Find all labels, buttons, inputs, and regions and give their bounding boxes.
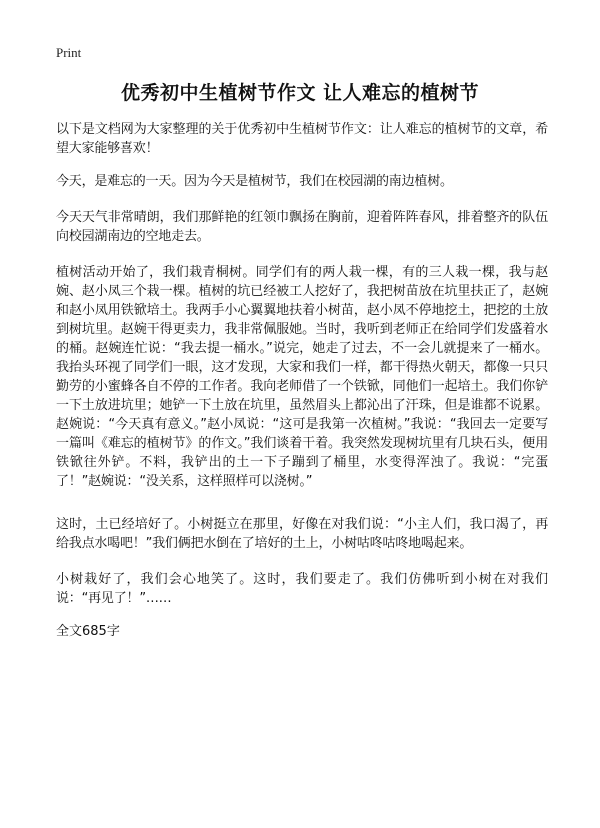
article-title: 优秀初中生植树节作文 让人难忘的植树节 bbox=[120, 82, 480, 104]
paragraph-4: 植树活动开始了，我们栽青桐树。同学们有的两人栽一棵，有的三人栽一棵，我与赵婉、赵小凤三个栽一棵。植树的坑已经被工人挖好了，我把树苗放在坑里扶正了，赵婉和赵小凤用铁锨培土。我两手小心翼翼地扶着小树苗，赵小凤不停地挖土，把挖的土放到树坑里。赵婉干得更卖力，我非常佩服她。当时，我听到老师正在给同学们发盛着水的桶。赵婉连忙说：“我去提一桶水。”说完，她走了过去，不一会儿就提来了一桶水。我抬头环视了同学们一眼，这才发现，大家和我们一样，都干得热火朝天，都像一只只勤劳的小蜜蜂各自不停的工作者。我向老师借了一个铁锨，同他们一起培土。我们你铲一下土放进坑里；她铲一下土放在坑里，虽然眉头上都沁出了汗珠，但是谁都不说累。赵婉说：“今天真有意义。”赵小凤说：“这可是我第一次植树。”我说：“我回去一定要写一篇叫《难忘的植树节》的作文。”我们谈着干着。我突然发现树坑里有几块石头，便用铁锨往外铲。不料，我铲出的土一下子蹦到了桶里，水变得浑浊了。我说：“完蛋了！”赵婉说：“没关系，这样照样可以浇树。” bbox=[56, 265, 548, 489]
paragraph-6: 小树栽好了，我们会心地笑了。这时，我们要走了。我们仿佛听到小树在对我们说：“再见了！”…… bbox=[56, 572, 548, 606]
paragraph-3: 今天天气非常晴朗，我们那鲜艳的红领巾飘扬在胸前，迎着阵阵春风，排着整齐的队伍向校园湖南边的空地走去。 bbox=[56, 210, 548, 244]
word-count: 全文685字 bbox=[56, 624, 120, 639]
paragraph-intro: 以下是文档网为大家整理的关于优秀初中生植树节作文：让人难忘的植树节的文章，希望大家能够喜欢！ bbox=[56, 122, 548, 156]
paragraph-5: 这时，土已经培好了。小树挺立在那里，好像在对我们说：“小主人们，我口渴了，再给我点水喝吧！”我们俩把水倒在了培好的土上，小树咕咚咕咚地喝起来。 bbox=[56, 517, 548, 551]
paragraph-2: 今天，是难忘的一天。因为今天是植树节，我们在校园湖的南边植树。 bbox=[56, 174, 453, 189]
print-link[interactable]: Print bbox=[56, 45, 82, 60]
article-body bbox=[56, 120, 548, 641]
